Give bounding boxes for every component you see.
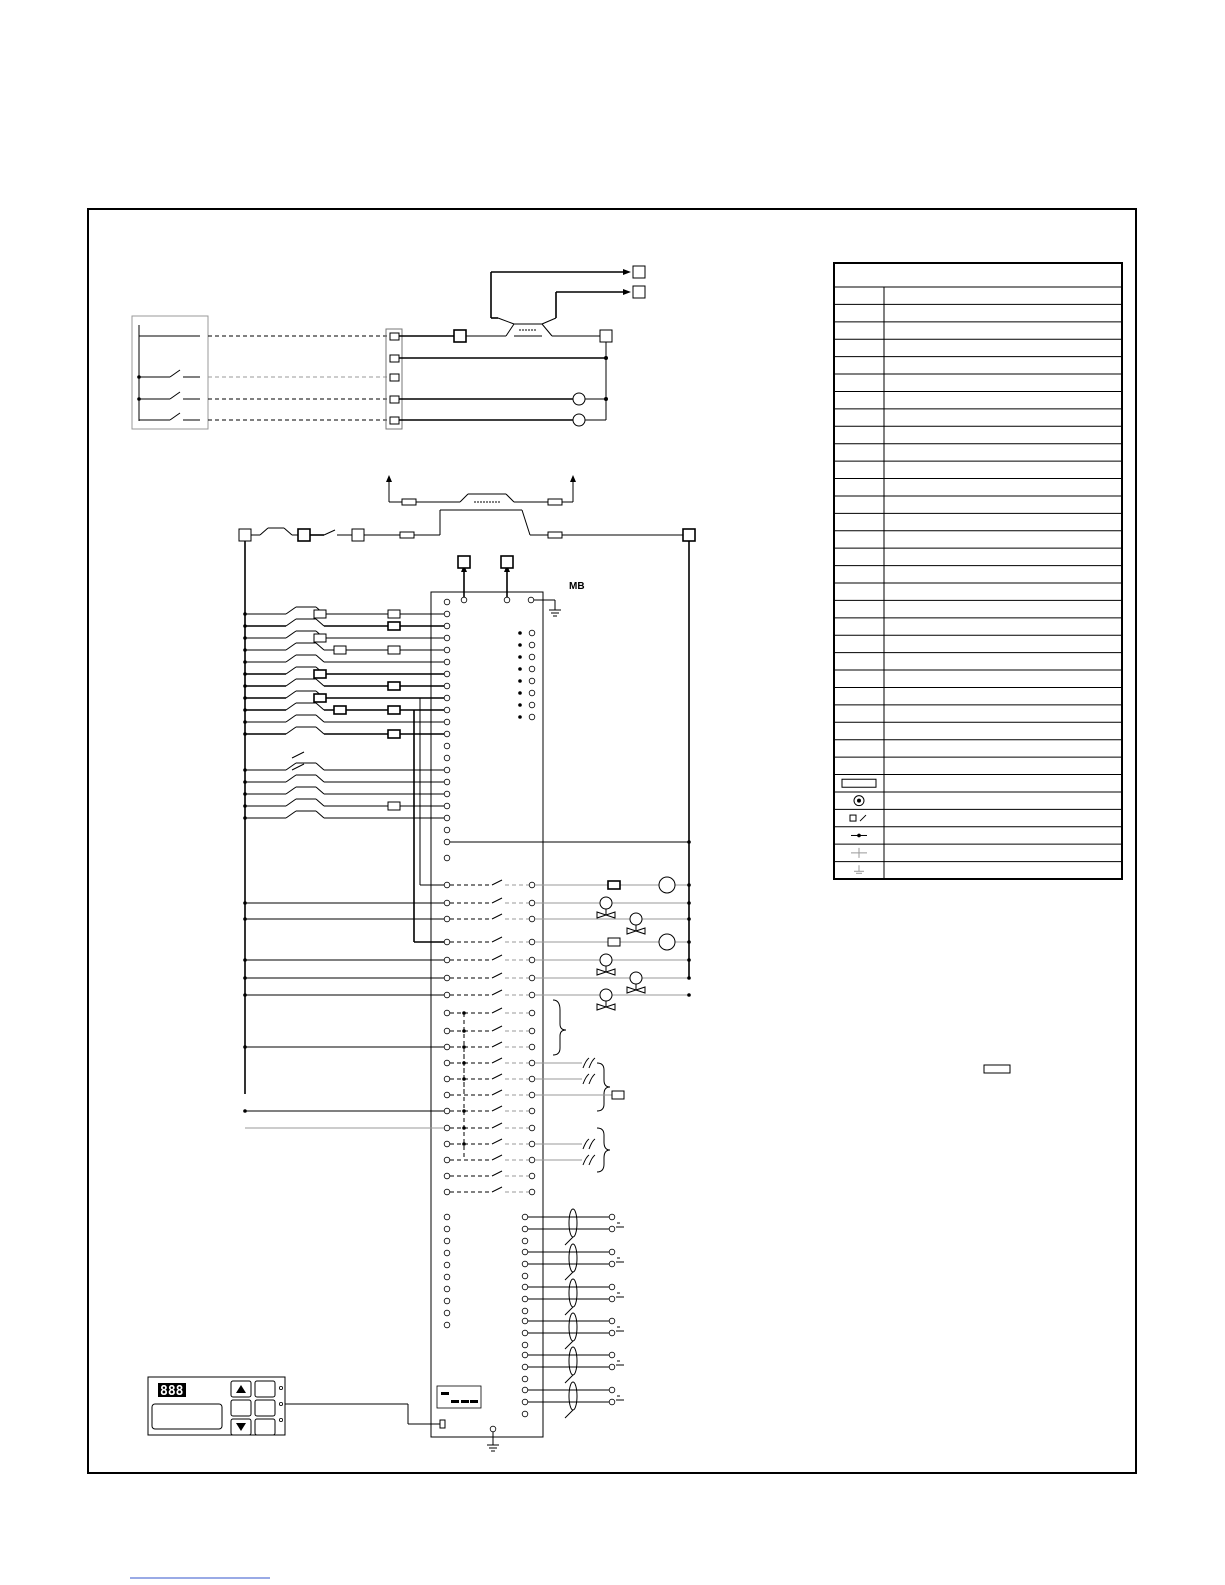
valve-coil-icon bbox=[600, 954, 612, 966]
panel-button-2[interactable] bbox=[231, 1400, 251, 1416]
terminal-icon bbox=[529, 957, 535, 963]
terminal-icon bbox=[529, 1189, 535, 1195]
junction-icon bbox=[687, 940, 691, 944]
terminal-icon bbox=[444, 1173, 450, 1179]
break-icon bbox=[583, 1155, 589, 1165]
component-box bbox=[314, 670, 326, 678]
terminal-icon bbox=[444, 719, 450, 725]
terminal-icon bbox=[444, 635, 450, 641]
wire bbox=[316, 775, 324, 782]
up-button[interactable] bbox=[231, 1381, 251, 1397]
terminal-icon bbox=[444, 975, 450, 981]
break-icon bbox=[589, 1074, 595, 1084]
terminal-icon bbox=[609, 1330, 615, 1336]
terminal-icon bbox=[529, 1157, 535, 1163]
wire bbox=[492, 1042, 502, 1047]
terminal-icon bbox=[609, 1261, 615, 1267]
wire bbox=[286, 775, 296, 782]
terminal-icon bbox=[609, 1387, 615, 1393]
wire bbox=[316, 619, 324, 626]
valve-icon bbox=[636, 987, 645, 993]
terminal-icon bbox=[444, 1060, 450, 1066]
component-box bbox=[842, 779, 876, 787]
component-box bbox=[608, 938, 620, 946]
junction-icon bbox=[518, 643, 522, 647]
terminal-icon bbox=[444, 1274, 450, 1280]
terminal-icon bbox=[444, 1238, 450, 1244]
wire bbox=[492, 1074, 502, 1079]
terminal-icon bbox=[529, 939, 535, 945]
terminal-icon bbox=[529, 1141, 535, 1147]
wire bbox=[492, 1090, 502, 1095]
valve-icon bbox=[606, 912, 615, 918]
wire bbox=[286, 631, 296, 638]
terminal-icon bbox=[609, 1249, 615, 1255]
component-box bbox=[314, 634, 326, 642]
valve-icon bbox=[606, 1004, 615, 1010]
terminal-icon bbox=[444, 707, 450, 713]
wire bbox=[492, 937, 502, 942]
terminal-icon bbox=[444, 1076, 450, 1082]
wire bbox=[286, 679, 296, 686]
terminal-icon bbox=[529, 1173, 535, 1179]
terminal-icon bbox=[444, 1322, 450, 1328]
terminal-icon bbox=[529, 992, 535, 998]
terminal-icon bbox=[444, 916, 450, 922]
terminal-icon bbox=[444, 939, 450, 945]
terminal-icon bbox=[522, 1249, 528, 1255]
wire bbox=[286, 655, 296, 662]
junction-icon bbox=[518, 703, 522, 707]
wire bbox=[492, 1058, 502, 1063]
wire bbox=[316, 655, 324, 662]
terminal-icon bbox=[444, 839, 450, 845]
wire bbox=[492, 1123, 502, 1128]
motor-icon bbox=[659, 934, 675, 950]
terminal-icon bbox=[609, 1318, 615, 1324]
terminal-icon bbox=[609, 1364, 615, 1370]
junction-icon bbox=[518, 631, 522, 635]
terminal-icon bbox=[444, 1214, 450, 1220]
component-box bbox=[388, 646, 400, 654]
brace bbox=[597, 1063, 610, 1111]
wire bbox=[286, 811, 296, 818]
wire bbox=[316, 811, 324, 818]
component-box bbox=[388, 706, 400, 714]
wire bbox=[492, 1008, 502, 1013]
terminal-icon bbox=[444, 647, 450, 653]
wire bbox=[286, 667, 296, 674]
motor-icon bbox=[659, 877, 675, 893]
junction-icon bbox=[462, 1045, 466, 1049]
terminal-icon bbox=[444, 1044, 450, 1050]
wire bbox=[286, 619, 296, 626]
wire bbox=[286, 787, 296, 794]
junction-icon bbox=[518, 715, 522, 719]
wire bbox=[286, 703, 296, 710]
wire bbox=[316, 787, 324, 794]
cable-shield-icon bbox=[569, 1209, 577, 1237]
wire bbox=[316, 643, 324, 650]
cable-shield-icon bbox=[569, 1244, 577, 1272]
sensor-inputs bbox=[522, 1209, 624, 1418]
component-box bbox=[314, 694, 326, 702]
terminal-icon bbox=[444, 779, 450, 785]
terminal-icon bbox=[444, 1092, 450, 1098]
control-panel bbox=[148, 1377, 285, 1435]
wire bbox=[286, 727, 296, 734]
wire bbox=[316, 703, 324, 710]
terminal-icon bbox=[444, 659, 450, 665]
terminal-icon bbox=[444, 695, 450, 701]
cable-shield-icon bbox=[569, 1382, 577, 1410]
terminal-icon bbox=[529, 1044, 535, 1050]
terminal-icon bbox=[444, 1028, 450, 1034]
wire bbox=[292, 752, 304, 758]
terminal-icon bbox=[522, 1308, 528, 1314]
terminal-icon bbox=[522, 1284, 528, 1290]
terminal-icon bbox=[444, 599, 450, 605]
junction-icon bbox=[857, 834, 861, 838]
wire bbox=[316, 799, 324, 806]
terminal-icon bbox=[609, 1226, 615, 1232]
wire bbox=[286, 691, 296, 698]
component-box bbox=[388, 682, 400, 690]
terminal-icon bbox=[444, 957, 450, 963]
cable-shield-icon bbox=[569, 1279, 577, 1307]
board-terminals bbox=[444, 599, 691, 1328]
terminal-icon bbox=[522, 1399, 528, 1405]
terminal-icon bbox=[529, 1108, 535, 1114]
wire bbox=[565, 1237, 573, 1245]
panel-button-1[interactable] bbox=[255, 1381, 275, 1397]
cable-shield-icon bbox=[569, 1347, 577, 1375]
legend-table bbox=[834, 263, 1122, 879]
terminal-icon bbox=[529, 882, 535, 888]
terminal-icon bbox=[529, 1028, 535, 1034]
terminal-icon bbox=[609, 1296, 615, 1302]
terminal-icon bbox=[529, 630, 535, 636]
junction-icon bbox=[687, 840, 691, 844]
wire bbox=[492, 1187, 502, 1192]
terminal-icon bbox=[529, 1125, 535, 1131]
terminal-icon bbox=[444, 1310, 450, 1316]
wire bbox=[316, 679, 324, 686]
terminal-icon bbox=[444, 992, 450, 998]
led-display-value: 888 bbox=[160, 1384, 184, 1399]
junction-icon bbox=[687, 976, 691, 980]
terminal-icon bbox=[444, 1141, 450, 1147]
terminal-icon bbox=[529, 1010, 535, 1016]
terminal-icon bbox=[529, 654, 535, 660]
terminal-icon bbox=[444, 1189, 450, 1195]
terminal-icon bbox=[444, 1286, 450, 1292]
component-box bbox=[388, 730, 400, 738]
terminal-icon bbox=[444, 1157, 450, 1163]
legend-symbol-terminal-dot bbox=[857, 799, 861, 803]
wire bbox=[860, 815, 866, 821]
valve-coil-icon bbox=[630, 972, 642, 984]
terminal-icon bbox=[522, 1330, 528, 1336]
component-box bbox=[334, 706, 346, 714]
break-icon bbox=[589, 1139, 595, 1149]
terminal-icon bbox=[522, 1387, 528, 1393]
terminal-icon bbox=[444, 683, 450, 689]
relay-outputs bbox=[243, 877, 691, 1195]
wire bbox=[492, 898, 502, 903]
component-box bbox=[388, 610, 400, 618]
junction-icon bbox=[518, 667, 522, 671]
terminal-icon bbox=[522, 1376, 528, 1382]
wire bbox=[286, 607, 296, 614]
terminal-icon bbox=[522, 1261, 528, 1267]
wire bbox=[492, 973, 502, 978]
terminal-icon bbox=[444, 1250, 450, 1256]
break-icon bbox=[583, 1074, 589, 1084]
terminal-icon bbox=[529, 975, 535, 981]
terminal-icon bbox=[522, 1296, 528, 1302]
main-board bbox=[431, 556, 585, 1437]
terminal-icon bbox=[522, 1273, 528, 1279]
wire bbox=[316, 763, 324, 770]
valve-coil-icon bbox=[600, 989, 612, 1001]
terminal-icon bbox=[529, 714, 535, 720]
junction-icon bbox=[687, 917, 691, 921]
terminal-icon bbox=[522, 1214, 528, 1220]
terminal-icon bbox=[529, 1060, 535, 1066]
wire bbox=[565, 1410, 573, 1418]
junction-icon bbox=[687, 958, 691, 962]
terminal-icon bbox=[529, 642, 535, 648]
terminal-icon bbox=[444, 882, 450, 888]
wire bbox=[492, 914, 502, 919]
junction-icon bbox=[518, 691, 522, 695]
terminal-icon bbox=[529, 1092, 535, 1098]
wire bbox=[286, 715, 296, 722]
junction-icon bbox=[462, 1011, 466, 1015]
terminal-icon bbox=[444, 815, 450, 821]
break-icon bbox=[589, 1155, 595, 1165]
terminal-icon bbox=[529, 690, 535, 696]
terminal-icon bbox=[609, 1214, 615, 1220]
junction-icon bbox=[462, 1109, 466, 1113]
terminal-icon bbox=[444, 855, 450, 861]
main-board-label: MB bbox=[569, 581, 585, 592]
terminal-icon bbox=[522, 1318, 528, 1324]
wire bbox=[492, 1139, 502, 1144]
down-button[interactable] bbox=[231, 1419, 251, 1435]
valve-icon bbox=[636, 928, 645, 934]
terminal-icon bbox=[444, 791, 450, 797]
terminal-icon bbox=[444, 743, 450, 749]
terminal-icon bbox=[529, 678, 535, 684]
power-section bbox=[132, 266, 645, 429]
terminal-icon bbox=[444, 755, 450, 761]
break-icon bbox=[589, 1058, 595, 1068]
brace bbox=[597, 1128, 610, 1172]
wire bbox=[565, 1375, 573, 1383]
terminal-icon bbox=[444, 1108, 450, 1114]
wire bbox=[492, 1171, 502, 1176]
wire bbox=[492, 990, 502, 995]
valve-coil-icon bbox=[630, 913, 642, 925]
panel-button-4[interactable] bbox=[255, 1419, 275, 1435]
wire bbox=[492, 955, 502, 960]
junction-icon bbox=[687, 883, 691, 887]
terminal-icon bbox=[529, 916, 535, 922]
terminal-icon bbox=[609, 1284, 615, 1290]
junction-icon bbox=[518, 655, 522, 659]
terminal-icon bbox=[444, 803, 450, 809]
junction-icon bbox=[687, 901, 691, 905]
terminal-icon bbox=[444, 671, 450, 677]
break-icon bbox=[583, 1058, 589, 1068]
terminal-icon bbox=[444, 1125, 450, 1131]
valve-coil-icon bbox=[600, 897, 612, 909]
wire bbox=[492, 880, 502, 885]
panel-window bbox=[152, 1404, 222, 1429]
dip-switch[interactable] bbox=[437, 1386, 481, 1408]
component-box bbox=[608, 881, 620, 889]
junction-icon bbox=[687, 993, 691, 997]
panel-button-3[interactable] bbox=[255, 1400, 275, 1416]
wire bbox=[286, 799, 296, 806]
wire bbox=[492, 1026, 502, 1031]
terminal-icon bbox=[444, 1298, 450, 1304]
component-box bbox=[334, 646, 346, 654]
valve-icon bbox=[606, 969, 615, 975]
break-icon bbox=[583, 1139, 589, 1149]
terminal-icon bbox=[444, 1262, 450, 1268]
wire bbox=[316, 727, 324, 734]
terminal-icon bbox=[444, 611, 450, 617]
legend-reference-box bbox=[984, 1065, 1010, 1073]
terminal-icon bbox=[609, 1399, 615, 1405]
terminal-icon bbox=[529, 666, 535, 672]
terminal-icon bbox=[444, 767, 450, 773]
ground-icon bbox=[549, 610, 561, 616]
wire bbox=[565, 1272, 573, 1280]
wire bbox=[492, 1106, 502, 1111]
wire bbox=[316, 715, 324, 722]
terminal-icon bbox=[529, 900, 535, 906]
brace bbox=[553, 1000, 566, 1055]
junction-icon bbox=[518, 679, 522, 683]
terminal-icon bbox=[529, 702, 535, 708]
terminal-icon bbox=[444, 900, 450, 906]
component-box bbox=[388, 802, 400, 810]
terminal-icon bbox=[444, 623, 450, 629]
terminal-icon bbox=[522, 1226, 528, 1232]
terminal-icon bbox=[609, 1352, 615, 1358]
terminal-icon bbox=[522, 1342, 528, 1348]
terminal-icon bbox=[529, 1076, 535, 1082]
terminal-icon bbox=[444, 1010, 450, 1016]
input-circuits bbox=[243, 607, 444, 942]
component-box bbox=[850, 815, 856, 821]
component-box bbox=[388, 622, 400, 630]
terminal-icon bbox=[522, 1364, 528, 1370]
terminal-icon bbox=[444, 731, 450, 737]
ground-icon bbox=[487, 1445, 499, 1451]
terminal-icon bbox=[444, 1226, 450, 1232]
component-box bbox=[612, 1091, 624, 1099]
cable-shield-icon bbox=[569, 1313, 577, 1341]
component-box bbox=[314, 610, 326, 618]
terminal-icon bbox=[522, 1238, 528, 1244]
terminal-icon bbox=[444, 827, 450, 833]
wire bbox=[286, 643, 296, 650]
terminal-icon bbox=[522, 1352, 528, 1358]
transformer-top bbox=[506, 324, 552, 336]
wire bbox=[492, 1155, 502, 1160]
terminal-icon bbox=[522, 1411, 528, 1417]
